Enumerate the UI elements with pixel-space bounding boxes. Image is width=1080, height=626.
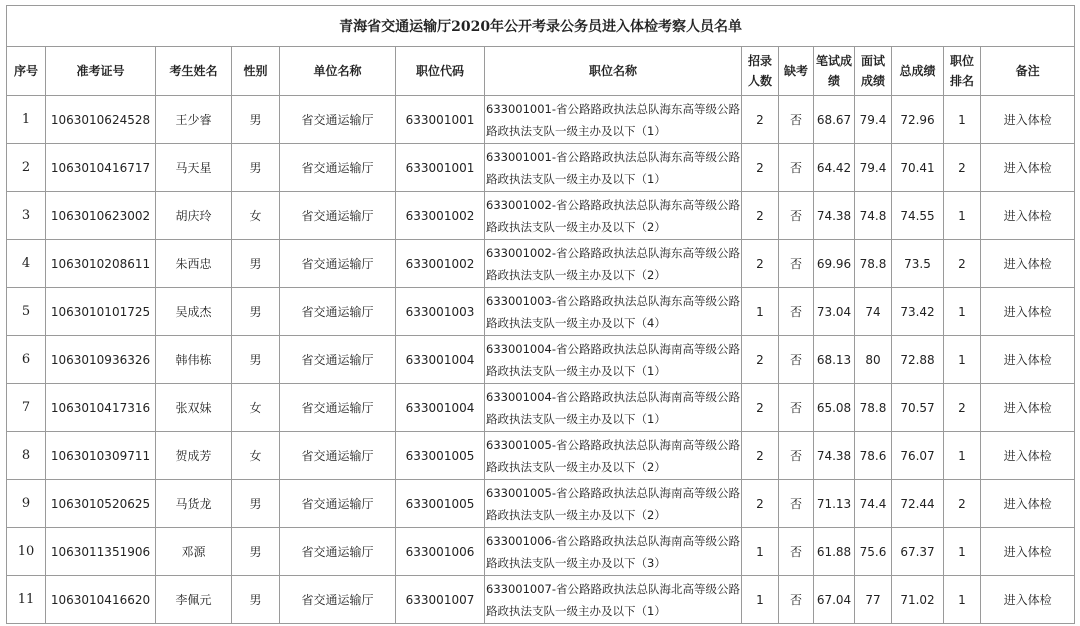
cell-exam-id: 1063010936326 (46, 336, 156, 384)
cell-pos-code: 633001005 (396, 432, 485, 480)
cell-gender: 男 (232, 336, 280, 384)
cell-rank: 1 (944, 192, 981, 240)
header-name: 考生姓名 (156, 47, 232, 96)
cell-remark: 进入体检 (981, 336, 1075, 384)
header-quota-line-1: 招录 (747, 54, 772, 68)
cell-written: 73.04 (814, 288, 855, 336)
cell-remark: 进入体检 (981, 576, 1075, 624)
cell-no: 4 (7, 240, 46, 288)
cell-name: 马货龙 (156, 480, 232, 528)
cell-unit: 省交通运输厅 (280, 144, 396, 192)
cell-pos-name: 633001005-省公路路政执法总队海南高等级公路路政执法支队一级主办及以下（2） (485, 432, 742, 480)
cell-quota: 2 (742, 480, 779, 528)
cell-rank: 1 (944, 528, 981, 576)
cell-absent: 否 (779, 480, 814, 528)
cell-pos-name: 633001002-省公路路政执法总队海东高等级公路路政执法支队一级主办及以下（2） (485, 240, 742, 288)
header-rank (944, 47, 981, 96)
cell-exam-id: 1063010208611 (46, 240, 156, 288)
table-row (7, 384, 1075, 432)
cell-total: 72.44 (892, 480, 944, 528)
cell-rank: 1 (944, 96, 981, 144)
cell-remark: 进入体检 (981, 384, 1075, 432)
cell-written: 67.04 (814, 576, 855, 624)
cell-unit: 省交通运输厅 (280, 240, 396, 288)
cell-quota: 2 (742, 384, 779, 432)
cell-pos-code: 633001004 (396, 336, 485, 384)
header-exam-id: 准考证号 (46, 47, 156, 96)
cell-total: 72.96 (892, 96, 944, 144)
cell-written: 68.67 (814, 96, 855, 144)
cell-written: 68.13 (814, 336, 855, 384)
cell-exam-id: 1063010101725 (46, 288, 156, 336)
cell-quota: 2 (742, 144, 779, 192)
cell-remark: 进入体检 (981, 480, 1075, 528)
cell-unit: 省交通运输厅 (280, 528, 396, 576)
cell-pos-name: 633001003-省公路路政执法总队海东高等级公路路政执法支队一级主办及以下（4） (485, 288, 742, 336)
cell-absent: 否 (779, 96, 814, 144)
cell-interview: 78.8 (855, 240, 892, 288)
cell-interview: 74.4 (855, 480, 892, 528)
cell-total: 76.07 (892, 432, 944, 480)
cell-pos-code: 633001006 (396, 528, 485, 576)
cell-rank: 2 (944, 480, 981, 528)
cell-written: 64.42 (814, 144, 855, 192)
header-pos-code: 职位代码 (396, 47, 485, 96)
table-row (7, 144, 1075, 192)
cell-quota: 2 (742, 96, 779, 144)
cell-unit: 省交通运输厅 (280, 336, 396, 384)
cell-name: 李佩元 (156, 576, 232, 624)
cell-absent: 否 (779, 240, 814, 288)
cell-gender: 女 (232, 384, 280, 432)
cell-pos-code: 633001001 (396, 96, 485, 144)
cell-rank: 1 (944, 576, 981, 624)
header-gender: 性别 (232, 47, 280, 96)
cell-pos-name: 633001001-省公路路政执法总队海东高等级公路路政执法支队一级主办及以下（1） (485, 144, 742, 192)
cell-unit: 省交通运输厅 (280, 576, 396, 624)
header-pos-name: 职位名称 (485, 47, 742, 96)
cell-remark: 进入体检 (981, 528, 1075, 576)
cell-absent: 否 (779, 384, 814, 432)
cell-written: 74.38 (814, 432, 855, 480)
cell-exam-id: 1063010520625 (46, 480, 156, 528)
cell-name: 胡庆玲 (156, 192, 232, 240)
cell-absent: 否 (779, 336, 814, 384)
cell-pos-code: 633001007 (396, 576, 485, 624)
cell-gender: 男 (232, 144, 280, 192)
cell-exam-id: 1063010623002 (46, 192, 156, 240)
cell-no: 3 (7, 192, 46, 240)
cell-gender: 女 (232, 192, 280, 240)
cell-pos-code: 633001002 (396, 240, 485, 288)
cell-interview: 80 (855, 336, 892, 384)
cell-total: 74.55 (892, 192, 944, 240)
cell-remark: 进入体检 (981, 432, 1075, 480)
header-interview-line-1: 面试 (860, 54, 885, 68)
cell-written: 65.08 (814, 384, 855, 432)
cell-interview: 79.4 (855, 144, 892, 192)
cell-pos-name: 633001006-省公路路政执法总队海南高等级公路路政执法支队一级主办及以下（3） (485, 528, 742, 576)
cell-no: 10 (7, 528, 46, 576)
cell-unit: 省交通运输厅 (280, 192, 396, 240)
cell-quota: 1 (742, 576, 779, 624)
cell-no: 6 (7, 336, 46, 384)
cell-gender: 男 (232, 528, 280, 576)
cell-name: 韩伟栋 (156, 336, 232, 384)
cell-rank: 2 (944, 240, 981, 288)
cell-name: 邓源 (156, 528, 232, 576)
cell-pos-name: 633001007-省公路路政执法总队海北高等级公路路政执法支队一级主办及以下（1） (485, 576, 742, 624)
cell-exam-id: 1063010416717 (46, 144, 156, 192)
table-row (7, 192, 1075, 240)
header-row (7, 47, 1075, 96)
header-interview-line-2: 成绩 (860, 74, 885, 88)
table-row (7, 96, 1075, 144)
header-unit: 单位名称 (280, 47, 396, 96)
cell-pos-name: 633001001-省公路路政执法总队海东高等级公路路政执法支队一级主办及以下（1） (485, 96, 742, 144)
cell-name: 贺成芳 (156, 432, 232, 480)
cell-gender: 男 (232, 480, 280, 528)
cell-gender: 男 (232, 576, 280, 624)
cell-total: 70.57 (892, 384, 944, 432)
header-written-line-1: 笔试成 (815, 54, 852, 68)
cell-unit: 省交通运输厅 (280, 96, 396, 144)
cell-absent: 否 (779, 432, 814, 480)
cell-no: 7 (7, 384, 46, 432)
cell-rank: 2 (944, 384, 981, 432)
cell-quota: 1 (742, 528, 779, 576)
table-row (7, 480, 1075, 528)
table-row (7, 432, 1075, 480)
cell-interview: 74.8 (855, 192, 892, 240)
cell-quota: 1 (742, 288, 779, 336)
cell-rank: 2 (944, 144, 981, 192)
cell-total: 73.5 (892, 240, 944, 288)
cell-no: 11 (7, 576, 46, 624)
cell-interview: 78.8 (855, 384, 892, 432)
cell-quota: 2 (742, 336, 779, 384)
table-row (7, 576, 1075, 624)
cell-no: 2 (7, 144, 46, 192)
header-absent: 缺考 (779, 47, 814, 96)
table-title: 青海省交通运输厅2020年公开考录公务员进入体检考察人员名单 (7, 6, 1075, 47)
table-row (7, 240, 1075, 288)
cell-absent: 否 (779, 576, 814, 624)
cell-interview: 77 (855, 576, 892, 624)
cell-absent: 否 (779, 192, 814, 240)
cell-remark: 进入体检 (981, 240, 1075, 288)
cell-pos-code: 633001004 (396, 384, 485, 432)
cell-written: 71.13 (814, 480, 855, 528)
cell-interview: 79.4 (855, 96, 892, 144)
cell-exam-id: 1063010417316 (46, 384, 156, 432)
cell-name: 王少睿 (156, 96, 232, 144)
cell-quota: 2 (742, 240, 779, 288)
cell-total: 70.41 (892, 144, 944, 192)
cell-gender: 男 (232, 288, 280, 336)
cell-absent: 否 (779, 288, 814, 336)
cell-total: 71.02 (892, 576, 944, 624)
cell-written: 61.88 (814, 528, 855, 576)
cell-exam-id: 1063010624528 (46, 96, 156, 144)
cell-exam-id: 1063011351906 (46, 528, 156, 576)
cell-unit: 省交通运输厅 (280, 480, 396, 528)
header-total: 总成绩 (892, 47, 944, 96)
cell-total: 72.88 (892, 336, 944, 384)
cell-pos-code: 633001005 (396, 480, 485, 528)
header-rank-line-2: 排名 (949, 74, 974, 88)
cell-remark: 进入体检 (981, 288, 1075, 336)
cell-pos-name: 633001005-省公路路政执法总队海南高等级公路路政执法支队一级主办及以下（2） (485, 480, 742, 528)
cell-no: 5 (7, 288, 46, 336)
cell-unit: 省交通运输厅 (280, 432, 396, 480)
header-written-line-2: 绩 (827, 74, 840, 88)
cell-pos-code: 633001003 (396, 288, 485, 336)
cell-gender: 女 (232, 432, 280, 480)
cell-written: 74.38 (814, 192, 855, 240)
table-row (7, 336, 1075, 384)
cell-unit: 省交通运输厅 (280, 384, 396, 432)
cell-rank: 1 (944, 432, 981, 480)
cell-exam-id: 1063010309711 (46, 432, 156, 480)
cell-pos-code: 633001002 (396, 192, 485, 240)
cell-pos-code: 633001001 (396, 144, 485, 192)
cell-gender: 男 (232, 240, 280, 288)
cell-rank: 1 (944, 336, 981, 384)
cell-written: 69.96 (814, 240, 855, 288)
cell-interview: 78.6 (855, 432, 892, 480)
header-no: 序号 (7, 47, 46, 96)
cell-pos-name: 633001004-省公路路政执法总队海南高等级公路路政执法支队一级主办及以下（1） (485, 384, 742, 432)
header-quota-line-2: 人数 (747, 74, 772, 88)
header-rank-line-1: 职位 (949, 54, 974, 68)
cell-interview: 75.6 (855, 528, 892, 576)
table-row (7, 288, 1075, 336)
cell-no: 1 (7, 96, 46, 144)
cell-interview: 74 (855, 288, 892, 336)
cell-total: 67.37 (892, 528, 944, 576)
cell-pos-name: 633001002-省公路路政执法总队海东高等级公路路政执法支队一级主办及以下（2） (485, 192, 742, 240)
cell-pos-name: 633001004-省公路路政执法总队海南高等级公路路政执法支队一级主办及以下（1） (485, 336, 742, 384)
cell-remark: 进入体检 (981, 96, 1075, 144)
cell-no: 9 (7, 480, 46, 528)
cell-unit: 省交通运输厅 (280, 288, 396, 336)
cell-quota: 2 (742, 192, 779, 240)
cell-name: 张双妹 (156, 384, 232, 432)
cell-quota: 2 (742, 432, 779, 480)
cell-gender: 男 (232, 96, 280, 144)
cell-absent: 否 (779, 528, 814, 576)
cell-exam-id: 1063010416620 (46, 576, 156, 624)
cell-name: 马天星 (156, 144, 232, 192)
results-table (6, 5, 1075, 624)
header-interview (855, 47, 892, 96)
header-remark: 备注 (981, 47, 1075, 96)
cell-no: 8 (7, 432, 46, 480)
cell-absent: 否 (779, 144, 814, 192)
cell-rank: 1 (944, 288, 981, 336)
table-body (7, 96, 1075, 624)
results-sheet (6, 5, 1074, 624)
header-quota (742, 47, 779, 96)
cell-name: 朱西忠 (156, 240, 232, 288)
table-row (7, 528, 1075, 576)
cell-remark: 进入体检 (981, 144, 1075, 192)
cell-remark: 进入体检 (981, 192, 1075, 240)
header-written (814, 47, 855, 96)
cell-total: 73.42 (892, 288, 944, 336)
cell-name: 吴成杰 (156, 288, 232, 336)
